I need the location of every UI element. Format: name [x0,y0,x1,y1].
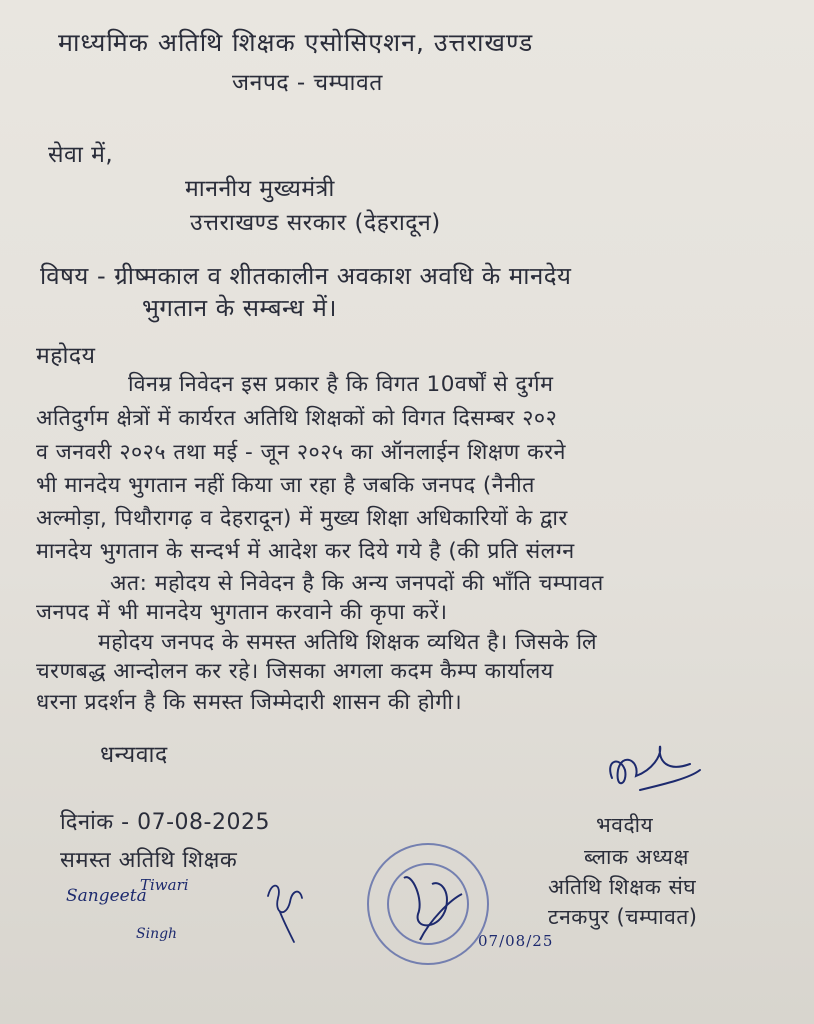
sender-yours: भवदीय [596,813,654,837]
signature-tiwari: Tiwari [140,876,189,894]
letterhead-district: जनपद - चम्पावत [232,70,383,96]
letter-date: दिनांक - 07-08-2025 [60,810,270,835]
sender-organization: अतिथि शिक्षक संघ [548,875,697,899]
body-line: जनपद में भी मानदेय भुगतान करवाने की कृपा करें। [36,600,448,625]
body-line: अल्मोड़ा, पिथौरागढ़ व देहरादून) में मुख्य शिक्षा अधिकारियों के द्वार [36,506,568,531]
signature-singh: Singh [136,926,178,942]
stamp-date: 07/08/25 [478,932,554,950]
office-stamp [368,844,488,964]
greeting: महोदय [36,343,96,369]
body-line: महोदय जनपद के समस्त अतिथि शिक्षक व्यथित है। जिसके लि [98,630,598,655]
body-line: मानदेय भुगतान के सन्दर्भ में आदेश कर दिये गये है (की प्रति संलग्न [36,539,575,564]
sender-designation: ब्लाक अध्यक्ष [584,845,689,869]
salutation: सेवा में, [48,142,114,168]
stamp-signature [404,877,462,940]
recipient-title: माननीय मुख्यमंत्री [185,176,335,202]
body-line: अत: महोदय से निवेदन है कि अन्य जनपदों की भाँति चम्पावत [110,571,604,596]
subject-line-1: विषय - ग्रीष्मकाल व शीतकालीन अवकाश अवधि के मानदेय [40,262,572,290]
body-line: विनम्र निवेदन इस प्रकार है कि विगत 10वर्षों से दुर्गम [128,372,554,397]
signature-president-scribble [610,746,700,790]
closing-thanks: धन्यवाद [100,742,168,768]
body-line: धरना प्रदर्शन है कि समस्त जिम्मेदारी शासन की होगी। [36,690,463,715]
body-line: अतिदुर्गम क्षेत्रों में कार्यरत अतिथि शिक्षकों को विगत दिसम्बर २०२ [36,406,558,431]
signature-squiggle [268,886,302,942]
body-line: भी मानदेय भुगतान नहीं किया जा रहा है जबकि जनपद (नैनीत [36,473,535,498]
sender-left: समस्त अतिथि शिक्षक [60,848,238,873]
sender-location: टनकपुर (चम्पावत) [548,905,698,929]
body-line: चरणबद्ध आन्दोलन कर रहे। जिसका अगला कदम कैम्प कार्यालय [36,659,554,684]
recipient-office: उत्तराखण्ड सरकार (देहरादून) [190,210,441,236]
body-line: व जनवरी २०२५ तथा मई - जून २०२५ का ऑनलाईन शिक्षण करने [36,440,566,465]
signature-sangeeta: Sangeeta [66,886,147,906]
subject-line-2: भुगतान के सम्बन्ध में। [142,294,338,322]
letterhead-title: माध्यमिक अतिथि शिक्षक एसोसिएशन, उत्तराखण्ड [58,28,534,57]
